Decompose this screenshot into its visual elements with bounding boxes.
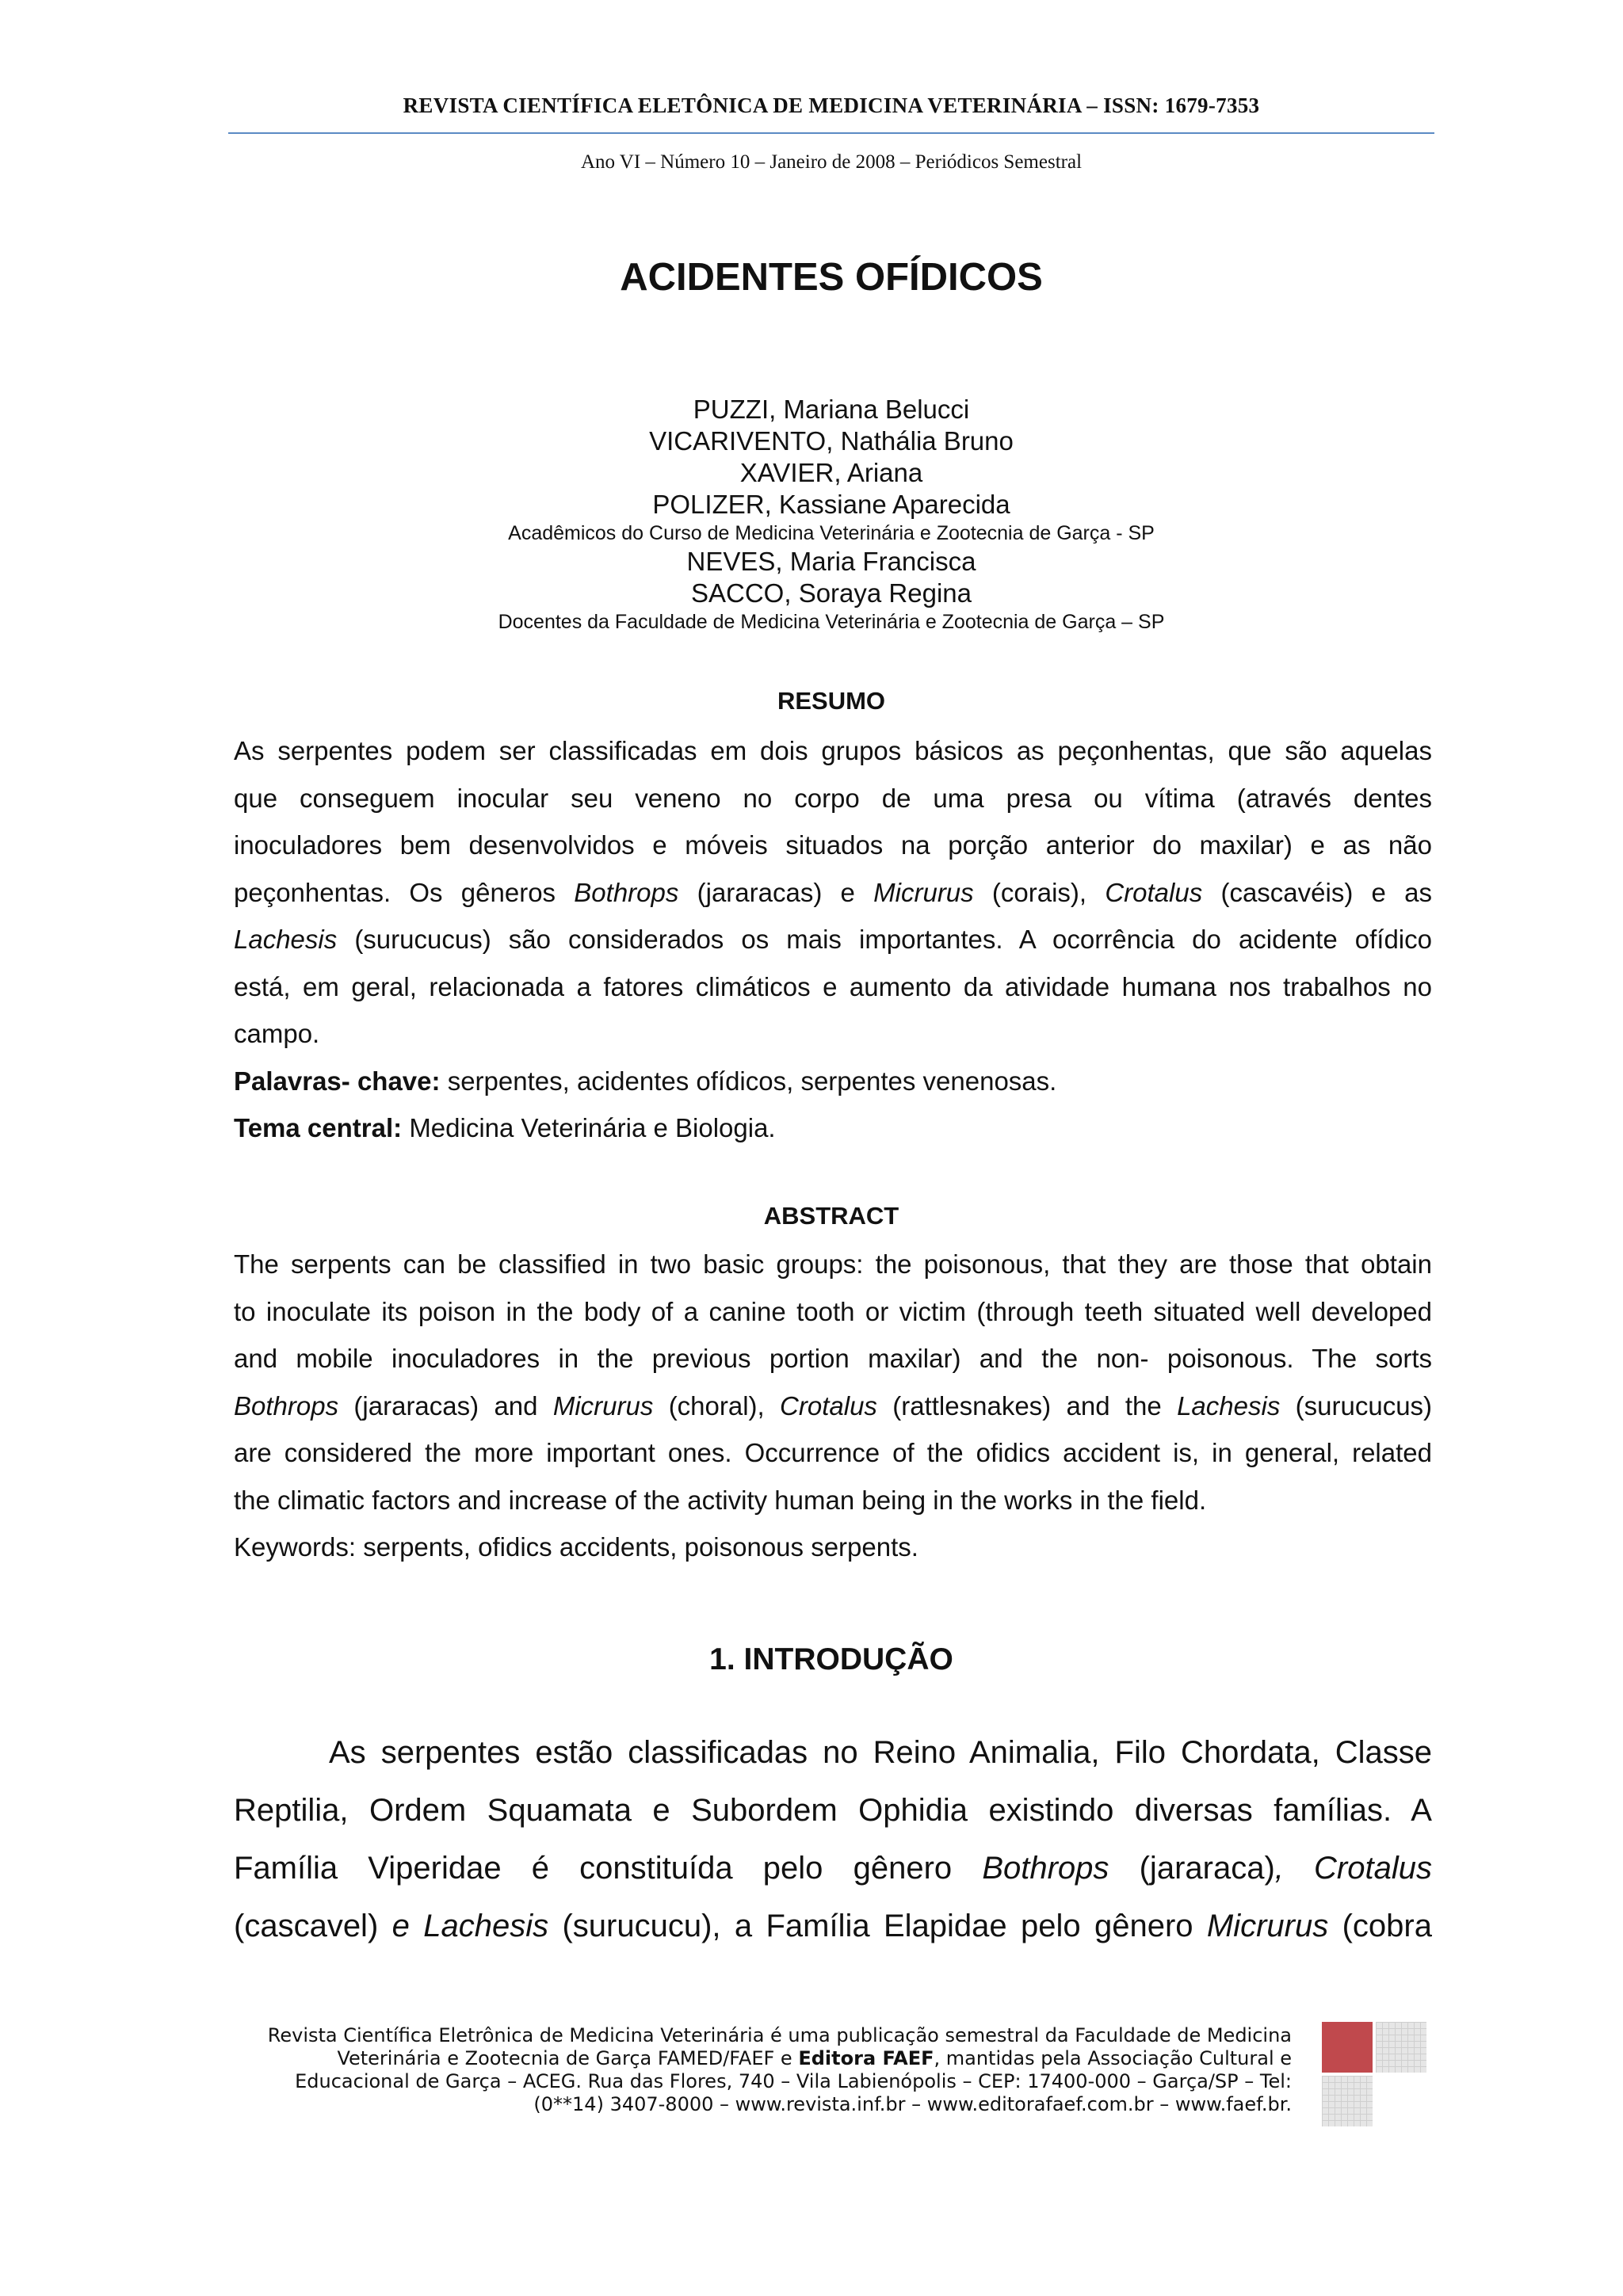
tema-line [234,1104,1432,1152]
text-run: Família Viperidae é constituída pelo gênero [234,1851,953,1886]
intro-paragraph [234,1724,1432,1955]
text-line [234,916,1432,963]
faef-logo-icon [1322,2022,1430,2130]
genus-name: Micrurus [552,1390,654,1421]
genus-name: e Lachesis [391,1909,549,1943]
keywords-text: serpentes, acidentes ofídicos, serpentes venenosas. [447,1066,1057,1096]
text-run: , mantidas pela Associação Cultural e [934,2047,1292,2069]
journal-header: REVISTA CIENTÍFICA ELETÔNICA DE MEDICINA VETERINÁRIA – ISSN: 1679-7353 [403,93,1260,117]
genus-name: , Crotalus [1274,1851,1432,1886]
footer-line: Revista Científica Eletrônica de Medicina Veterinária é uma publicação semestral da Faculdade de Medicina [267,2024,1292,2046]
resumo-heading: RESUMO [777,687,886,715]
keywords-line [234,1058,1432,1105]
footer-line [198,2047,1292,2070]
genus-name: Lachesis [234,925,338,954]
text-run: (jararacas) e [697,877,855,907]
tema-label: Tema central: [234,1113,403,1142]
text-line: campo. [234,1019,320,1048]
author-block [228,394,1434,635]
resumo-paragraph [234,727,1432,1152]
logo-red-square [1322,2022,1373,2073]
author-name: NEVES, Maria Francisca [686,547,976,576]
genus-name: Bothrops [982,1851,1109,1886]
text-line: to inoculate its poison in the body of a canine tooth or victim (through teeth situated well developed [234,1296,1432,1326]
author-name: PUZZI, Mariana Belucci [693,395,970,424]
text-run: (cobra [1342,1909,1432,1943]
genus-name: Bothrops [234,1390,339,1421]
text-run: (surucucus) [1295,1390,1433,1421]
page-footer [198,2024,1292,2116]
text-run: (jararacas) and [353,1390,538,1421]
text-line: the climatic factors and increase of the activity human being in the works in the field. [234,1485,1207,1515]
text-line [234,869,1432,917]
author-name: VICARIVENTO, Nathália Bruno [649,426,1014,456]
text-run: (jararaca) [1139,1851,1275,1886]
text-run: (rattlesnakes) and the [892,1390,1162,1421]
footer-line: Educacional de Garça – ACEG. Rua das Flores, 740 – Vila Labienópolis – CEP: 17400-000 – Garça/SP – Tel: [295,2070,1292,2092]
logo-grid-square [1376,2022,1426,2073]
text-run: (surucucu), a Família Elapidae pelo gênero [562,1909,1193,1943]
section-heading-introducao: 1. INTRODUÇÃO [709,1642,953,1676]
text-line [234,1897,1432,1955]
text-run: (cascavel) [234,1909,379,1943]
genus-name: Crotalus [1105,877,1203,907]
text-line: está, em geral, relacionada a fatores climáticos e aumento da atividade humana nos trabalhos no [234,971,1432,1001]
text-line: Reptilia, Ordem Squamata e Subordem Ophidia existindo diversas famílias. A [234,1793,1432,1828]
abstract-paragraph [234,1241,1432,1571]
author-affiliation: Docentes da Faculdade de Medicina Veterinária e Zootecnia de Garça – SP [498,611,1165,633]
keywords-label: Palavras- chave: [234,1066,441,1096]
text-run: Veterinária e Zootecnia de Garça FAMED/FAEF e [337,2047,792,2069]
header-rule [228,132,1434,134]
genus-name: Micrurus [873,877,974,907]
text-run: (cascavéis) e as [1220,877,1432,907]
text-line [234,1840,1432,1897]
keywords-line: Keywords: serpents, ofidics accidents, poisonous serpents. [234,1532,918,1562]
author-name: XAVIER, Ariana [739,458,923,487]
text-line: are considered the more important ones. Occurrence of the ofidics accident is, in general, related [234,1438,1432,1467]
text-line: que conseguem inocular seu veneno no corpo de uma presa ou vítima (através dentes [234,783,1432,813]
text-line: inoculadores bem desenvolvidos e móveis situados na porção anterior do maxilar) e as não [234,830,1432,860]
text-run: peçonhentas. Os gêneros [234,877,556,907]
genus-name: Lachesis [1177,1390,1281,1421]
text-run: (surucucus) são considerados os mais importantes. A ocorrência do acidente ofídico [354,925,1432,954]
text-run: (choral), [668,1390,765,1421]
paper-title: ACIDENTES OFÍDICOS [620,256,1043,299]
text-line: The serpents can be classified in two basic groups: the poisonous, that they are those that obtain [234,1249,1432,1279]
footer-line: (0**14) 3407-8000 – www.revista.inf.br – www.editorafaef.com.br – www.faef.br. [533,2093,1292,2115]
abstract-heading: ABSTRACT [763,1202,899,1230]
genus-name: Crotalus [780,1390,877,1421]
issue-line: Ano VI – Número 10 – Janeiro de 2008 – Periódicos Semestral [580,151,1083,173]
tema-text: Medicina Veterinária e Biologia. [409,1113,776,1142]
text-line [234,1383,1432,1430]
author-name: SACCO, Soraya Regina [691,578,972,608]
publisher-name: Editora FAEF [798,2047,934,2069]
text-run: (corais), [991,877,1087,907]
logo-grid-square [1322,2076,1373,2126]
text-line: As serpentes podem ser classificadas em dois grupos básicos as peçonhentas, que são aquelas [234,736,1432,765]
text-line: As serpentes estão classificadas no Reino Animalia, Filo Chordata, Classe [329,1735,1432,1770]
genus-name: Bothrops [574,877,679,907]
author-affiliation: Acadêmicos do Curso de Medicina Veterinária e Zootecnia de Garça - SP [508,522,1155,544]
author-name: POLIZER, Kassiane Aparecida [652,490,1010,519]
text-line: and mobile inoculadores in the previous portion maxilar) and the non- poisonous. The sorts [234,1344,1432,1373]
genus-name: Micrurus [1206,1909,1329,1943]
